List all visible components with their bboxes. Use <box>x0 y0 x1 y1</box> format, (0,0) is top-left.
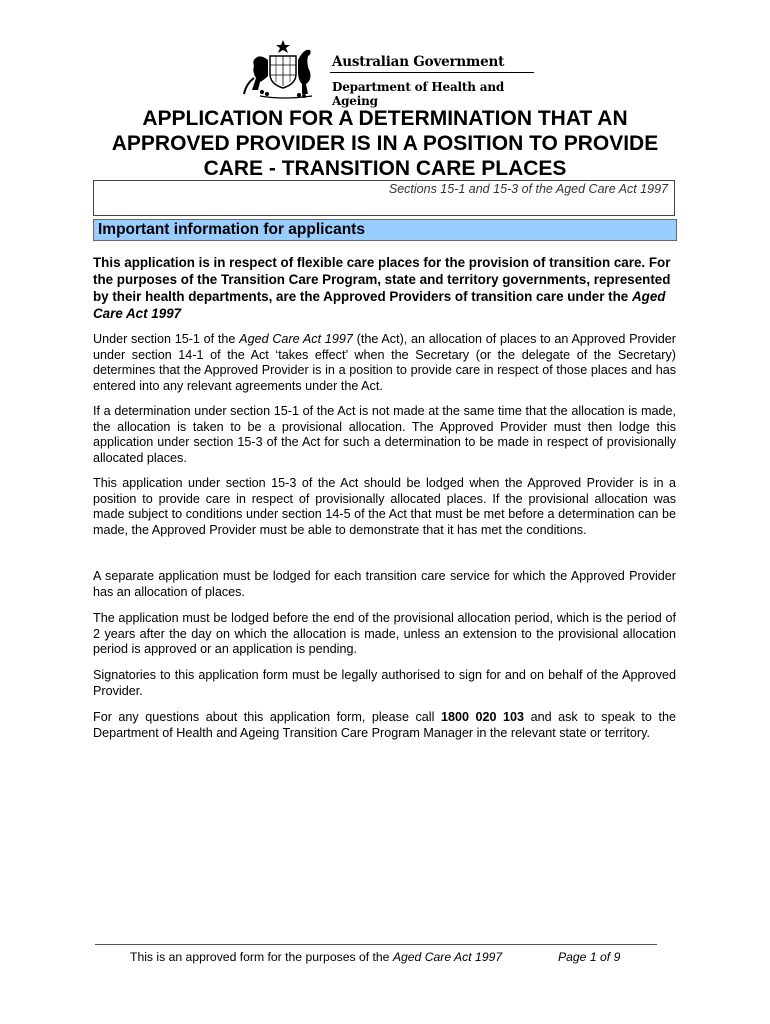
paragraph-7-before: For any questions about this application form, please call <box>93 710 441 724</box>
paragraph-2: If a determination under section 15-1 of the Act is not made at the same time that the allocation is made, the allocation is taken to be a provisional allocation. The Approved Provider must then lodge this application under section 15-3 of the Act for such a determination to be made in respect of provisionally allocated places. <box>93 404 676 465</box>
paragraph-1-after: (the Act), an allocation of places to an Approved Provider under section 14-1 of the Act ‘takes effect’ when the Secretary (or the delegate of the Secretary) determines that the Approved Provider is in a position to provide care in respect of those places and has entered into any relevant agreements under the Act. <box>93 332 676 393</box>
lead-text: This application is in respect of flexible care places for the provision of transition care. For the purposes of the Transition Care Program, state and territory governments, represented by their health departments, are the Approved Providers of transition care under the <box>93 255 671 304</box>
document-title: APPLICATION FOR A DETERMINATION THAT AN APPROVED PROVIDER IS IN A POSITION TO PROVIDE CARE - TRANSITION CARE PLACES <box>111 107 659 180</box>
footer-note-text: This is an approved form for the purposes of the <box>130 950 393 964</box>
department-name: Department of Health and Ageing <box>332 80 505 108</box>
section-heading: Important information for applicants <box>98 221 365 238</box>
lead-act-name: Aged Care Act 1997 <box>93 289 666 321</box>
paragraph-7-after: and ask to speak to the Department of Health and Ageing Transition Care Program Manager in the relevant state or territory. <box>93 710 676 740</box>
section-heading-bar <box>93 219 677 241</box>
paragraph-1-before: Under section 15-1 of the <box>93 332 240 346</box>
paragraph-6: Signatories to this application form must be legally authorised to sign for and on behalf of the Approved Provider. <box>93 668 676 698</box>
paragraph-7 <box>93 710 676 741</box>
footer-divider <box>95 944 657 945</box>
page-number: Page 1 of 9 <box>558 950 621 964</box>
phone-number: 1800 020 103 <box>440 710 525 724</box>
paragraph-3: This application under section 15-3 of the Act should be lodged when the Approved Provider is in a position to provide care in respect of provisionally allocated places. If the provisional allocation was made subject to conditions under section 14-5 of the Act that must be met before a determination can be made, the Approved Provider must be able to demonstrate that it has met the conditions. <box>93 476 676 537</box>
footer-note <box>130 950 502 964</box>
sections-box <box>93 180 675 216</box>
paragraph-1 <box>93 332 676 394</box>
lead-paragraph <box>93 254 676 322</box>
paragraph-1-act-name: Aged Care Act 1997 <box>239 332 353 346</box>
government-logo <box>240 38 540 108</box>
government-name: Australian Government <box>332 54 505 70</box>
footer-act-name: Aged Care Act 1997 <box>392 950 503 964</box>
sections-reference: Sections 15-1 and 15-3 of the Aged Care Act 1997 <box>388 182 668 196</box>
paragraph-4: A separate application must be lodged for each transition care service for which the Approved Provider has an allocation of places. <box>93 569 676 599</box>
header-divider <box>330 72 534 73</box>
coat-of-arms-icon <box>240 38 326 100</box>
paragraph-5: The application must be lodged before the end of the provisional allocation period, which is the period of 2 years after the day on which the allocation is made, unless an extension to the provisional allocation period is approved or an application is pending. <box>93 611 676 656</box>
